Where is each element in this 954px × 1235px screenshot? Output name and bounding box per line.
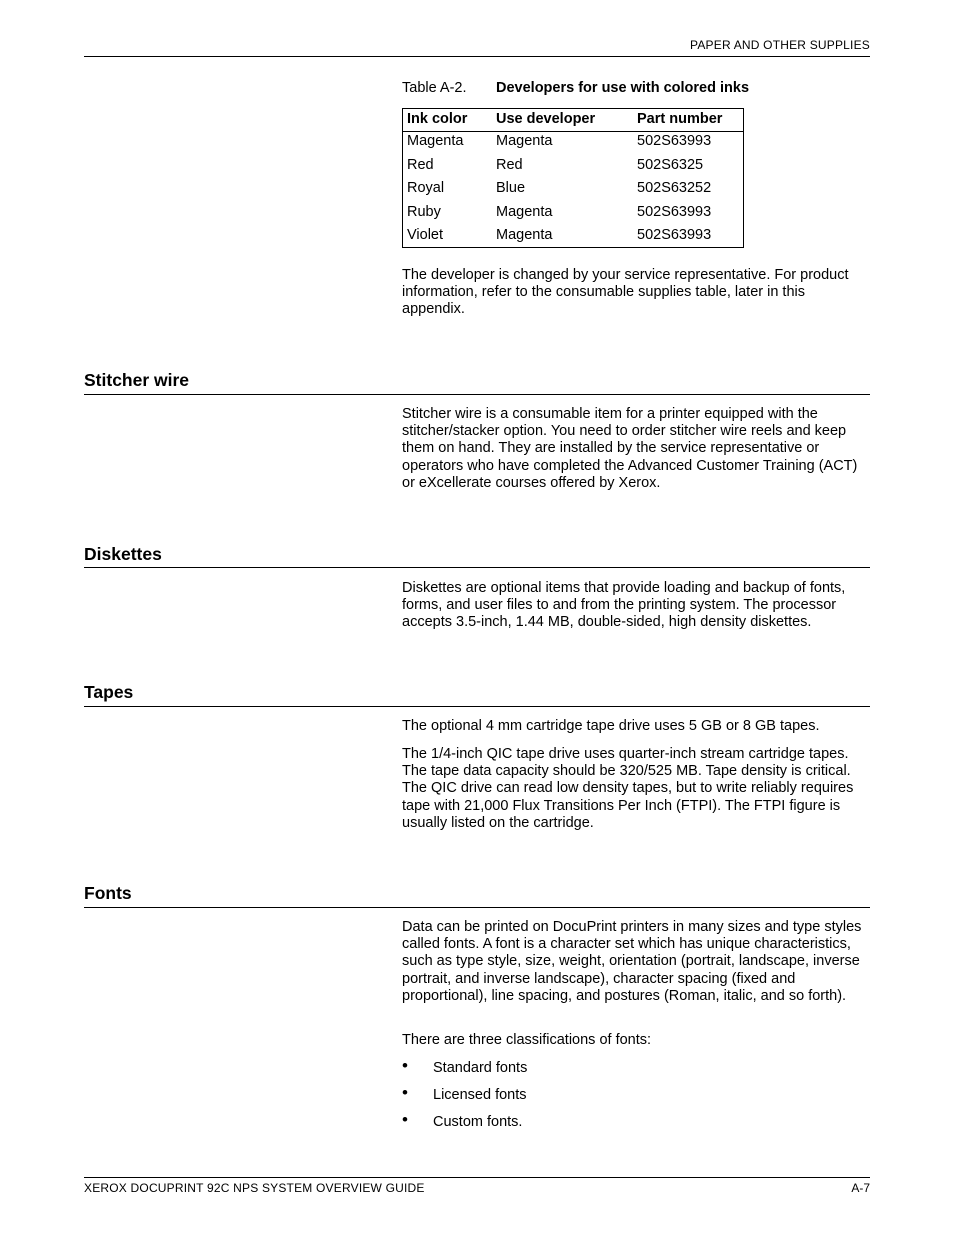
section-heading-fonts: Fonts bbox=[84, 883, 132, 903]
page-number: A-7 bbox=[851, 1181, 870, 1195]
table-cell: Ruby bbox=[407, 204, 441, 220]
bullet-icon: • bbox=[402, 1056, 408, 1075]
table-cell: Red bbox=[407, 157, 434, 173]
table-cell: 502S63993 bbox=[637, 204, 712, 220]
tapes-text-qic: The 1/4-inch QIC tape drive uses quarter-inch stream cartridge tapes. The tape data capacity should be 320/525 MB. Tape density is critical. The QIC drive can read low density tapes, but to write reliably requires tape with 21,000 Flux Transitions Per Inch (FTPI). The FTPI figure is usually listed on the cartridge. bbox=[402, 746, 854, 831]
header-rule bbox=[84, 56, 870, 57]
column-header: Ink color bbox=[407, 111, 468, 127]
fonts-text: Data can be printed on DocuPrint printers in many sizes and type styles called fonts. A font is a character set which has unique characteristics, such as type style, size, weight, orientation (portrait, landscape, inverse portrait, and inverse landscape), character spacing (fixed and proportional), line spacing, and postures (Roman, italic, and so forth). bbox=[402, 919, 862, 1004]
section-heading-stitcher-wire: Stitcher wire bbox=[84, 370, 190, 390]
diskettes-text: Diskettes are optional items that provide loading and backup of fonts, forms, and user files to and from the printing system. The processor accepts 3.5-inch, 1.44 MB, double-sided, high density diskettes. bbox=[402, 580, 846, 631]
column-header: Part number bbox=[637, 111, 723, 127]
tapes-text-4mm: The optional 4 mm cartridge tape drive uses 5 GB or 8 GB tapes. bbox=[402, 718, 820, 734]
section-rule bbox=[84, 706, 870, 707]
table-row bbox=[403, 203, 743, 226]
footer-rule bbox=[84, 1177, 870, 1178]
list-item-text: Custom fonts. bbox=[433, 1114, 523, 1130]
table-cell: Violet bbox=[407, 227, 444, 243]
table-cell: 502S63993 bbox=[637, 227, 712, 243]
table-row bbox=[403, 179, 743, 202]
table-cell: Magenta bbox=[496, 133, 553, 149]
list-item-text: Standard fonts bbox=[433, 1060, 528, 1076]
table-row bbox=[403, 132, 743, 155]
fonts-classifications-intro: There are three classifications of fonts: bbox=[402, 1032, 652, 1048]
running-head: PAPER AND OTHER SUPPLIES bbox=[690, 38, 870, 52]
table-caption bbox=[402, 80, 749, 96]
developer-note: The developer is changed by your service representative. For product information, refer to the consumable supplies table, later in this appendix. bbox=[402, 267, 849, 318]
table-cell: Magenta bbox=[496, 204, 553, 220]
section-rule bbox=[84, 567, 870, 568]
table-cell: Blue bbox=[496, 180, 526, 196]
table-row bbox=[403, 156, 743, 179]
bullet-icon: • bbox=[402, 1110, 408, 1129]
table-cell: Royal bbox=[407, 180, 445, 196]
section-heading-tapes: Tapes bbox=[84, 682, 134, 702]
table-title: Developers for use with colored inks bbox=[496, 80, 750, 96]
table-cell: Magenta bbox=[496, 227, 553, 243]
list-item-text: Licensed fonts bbox=[433, 1087, 527, 1103]
table-cell: 502S63252 bbox=[637, 180, 712, 196]
table-number: Table A-2. bbox=[402, 80, 467, 96]
table-cell: 502S6325 bbox=[637, 157, 704, 173]
table-cell: Magenta bbox=[407, 133, 464, 149]
footer-title: XEROX DOCUPRINT 92C NPS SYSTEM OVERVIEW GUIDE bbox=[84, 1181, 425, 1195]
section-rule bbox=[84, 394, 870, 395]
table-cell: Red bbox=[496, 157, 523, 173]
column-header: Use developer bbox=[496, 111, 596, 127]
table-header-row bbox=[403, 110, 743, 133]
bullet-icon: • bbox=[402, 1083, 408, 1102]
table-cell: 502S63993 bbox=[637, 133, 712, 149]
developer-table bbox=[402, 108, 744, 248]
section-rule bbox=[84, 907, 870, 908]
stitcher-wire-text: Stitcher wire is a consumable item for a printer equipped with the stitcher/stacker option. You need to order stitcher wire reels and keep them on hand. They are installed by the service representative or operators who have completed the Advanced Customer Training (ACT) or eXcellerate courses offered by Xerox. bbox=[402, 406, 858, 491]
section-heading-diskettes: Diskettes bbox=[84, 544, 162, 564]
table-row bbox=[403, 226, 743, 249]
